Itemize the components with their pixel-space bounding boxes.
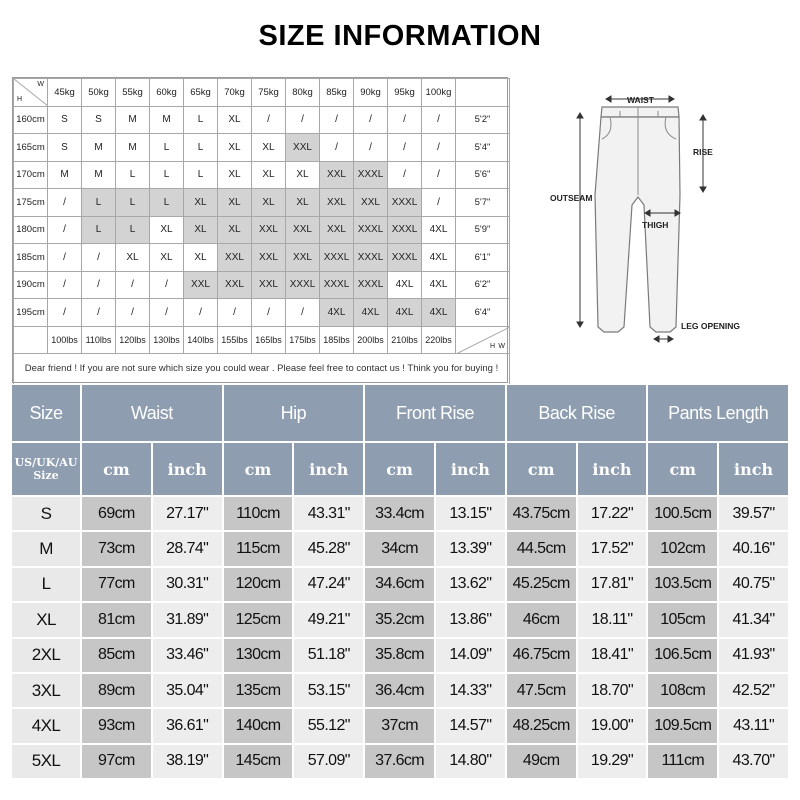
grid-size-cell: XL [184,189,218,217]
front-rise-header: Front Rise [365,385,505,441]
back-rise-header: Back Rise [507,385,647,441]
grid-size-cell: / [252,106,286,134]
grid-size-cell: XXXL [354,271,388,299]
grid-size-cell: / [422,106,456,134]
weight-kg-header: 90kg [354,79,388,107]
grid-size-cell: XL [184,216,218,244]
grid-size-cell: S [82,106,116,134]
unit-inch-header: inch [578,443,647,495]
measurement-cm-cell: 46.75cm [507,639,576,672]
unit-cm-header: cm [224,443,293,495]
grid-size-cell: XXXL [354,161,388,189]
size-header: Size [12,385,80,441]
measurement-cm-cell: 43.75cm [507,497,576,530]
unit-inch-header: inch [436,443,505,495]
measurement-inch-cell: 17.81" [578,568,647,601]
grid-size-cell: XL [116,244,150,272]
footer-height-label: H [489,343,495,350]
measurement-inch-cell: 14.57" [436,709,505,742]
grid-size-cell: XL [252,134,286,162]
size-table-unit-header [12,443,788,495]
grid-size-cell: XXL [252,216,286,244]
unit-inch-header: inch [294,443,363,495]
grid-size-cell: / [150,299,184,327]
measurement-inch-cell: 13.62" [436,568,505,601]
weight-lbs-footer: 185lbs [320,326,354,354]
measurement-inch-cell: 42.52" [719,674,788,707]
measurement-inch-cell: 36.61" [153,709,222,742]
measurement-cm-cell: 145cm [224,745,293,778]
measurement-inch-cell: 19.00" [578,709,647,742]
measurement-cm-cell: 109.5cm [648,709,717,742]
measurement-cm-cell: 120cm [224,568,293,601]
grid-size-cell: XXL [218,244,252,272]
measurement-inch-cell: 57.09" [294,745,363,778]
grid-size-cell: XL [218,134,252,162]
weight-lbs-footer: 110lbs [82,326,116,354]
grid-size-cell: XL [150,216,184,244]
height-cm-label: 190cm [14,271,48,299]
grid-size-cell: 4XL [354,299,388,327]
measurement-cm-cell: 125cm [224,603,293,636]
pants-measurement-diagram [510,77,788,383]
weight-kg-header: 80kg [286,79,320,107]
measurement-cm-cell: 110cm [224,497,293,530]
measurement-inch-cell: 13.86" [436,603,505,636]
measurement-inch-cell: 17.22" [578,497,647,530]
measurement-cm-cell: 85cm [82,639,151,672]
height-ft-label: 5'9" [456,216,510,244]
size-label: L [12,568,80,601]
measurement-cm-cell: 77cm [82,568,151,601]
grid-size-cell: M [82,161,116,189]
grid-size-cell: XL [252,161,286,189]
grid-size-cell: L [82,189,116,217]
grid-size-cell: XXL [286,134,320,162]
height-ft-label: 6'4" [456,299,510,327]
grid-size-cell: / [82,244,116,272]
measurement-cm-cell: 34cm [365,532,434,565]
measurement-inch-cell: 41.34" [719,603,788,636]
grid-size-cell: / [48,299,82,327]
measurement-inch-cell: 14.80" [436,745,505,778]
grid-size-cell: / [116,271,150,299]
unit-cm-header: cm [82,443,151,495]
measurement-inch-cell: 43.11" [719,709,788,742]
grid-size-cell: XL [218,189,252,217]
size-label: 4XL [12,709,80,742]
grid-size-cell: M [82,134,116,162]
measurement-cm-cell: 48.25cm [507,709,576,742]
grid-size-cell: XXL [218,271,252,299]
measurement-cm-cell: 135cm [224,674,293,707]
measurement-inch-cell: 30.31" [153,568,222,601]
measurement-inch-cell: 43.31" [294,497,363,530]
measurement-cm-cell: 69cm [82,497,151,530]
grid-row [14,106,510,134]
corner-weight-label: W [37,81,44,88]
grid-size-cell: / [388,106,422,134]
grid-size-cell: / [252,299,286,327]
thigh-label: THIGH [642,220,669,230]
grid-size-cell: L [150,189,184,217]
grid-row [14,244,510,272]
measurement-cm-cell: 140cm [224,709,293,742]
grid-size-cell: XXL [184,271,218,299]
grid-size-cell: XXXL [354,244,388,272]
measurement-inch-cell: 39.57" [719,497,788,530]
measurement-cm-cell: 103.5cm [648,568,717,601]
grid-size-cell: / [286,106,320,134]
grid-header-row [14,79,510,107]
weight-lbs-footer: 220lbs [422,326,456,354]
grid-row [14,216,510,244]
measurement-cm-cell: 93cm [82,709,151,742]
measurement-inch-cell: 47.24" [294,568,363,601]
grid-size-cell: L [116,216,150,244]
grid-size-cell: XXL [252,271,286,299]
grid-size-cell: / [48,244,82,272]
measurement-inch-cell: 14.33" [436,674,505,707]
measurement-inch-cell: 19.29" [578,745,647,778]
measurement-cm-cell: 111cm [648,745,717,778]
weight-lbs-footer: 175lbs [286,326,320,354]
grid-footer-blank [14,326,48,354]
grid-row [14,189,510,217]
grid-row [14,134,510,162]
measurement-cm-cell: 37cm [365,709,434,742]
grid-size-cell: XL [286,161,320,189]
grid-size-cell: S [48,134,82,162]
grid-size-cell: / [422,134,456,162]
corner-height-label: H [17,95,23,103]
footer-weight-label: W [498,343,505,350]
measurement-cm-cell: 47.5cm [507,674,576,707]
size-measurement-table [10,383,790,780]
unit-cm-header: cm [507,443,576,495]
height-ft-label: 5'7" [456,189,510,217]
grid-size-cell: XXXL [320,271,354,299]
grid-row [14,299,510,327]
grid-size-cell: L [184,134,218,162]
height-cm-label: 195cm [14,299,48,327]
grid-size-cell: XL [218,216,252,244]
size-row [12,497,788,530]
measurement-cm-cell: 49cm [507,745,576,778]
measurement-cm-cell: 97cm [82,745,151,778]
grid-size-cell: XXXL [388,244,422,272]
grid-corner [14,79,48,107]
grid-size-cell: / [150,271,184,299]
grid-size-cell: / [422,161,456,189]
weight-lbs-footer: 155lbs [218,326,252,354]
grid-size-cell: / [388,161,422,189]
measurement-cm-cell: 45.25cm [507,568,576,601]
weight-kg-header: 65kg [184,79,218,107]
measurement-inch-cell: 35.04" [153,674,222,707]
grid-size-cell: XXL [252,244,286,272]
grid-size-cell: XL [150,244,184,272]
grid-size-cell: / [82,271,116,299]
grid-size-cell: / [354,134,388,162]
grid-size-cell: / [286,299,320,327]
grid-size-cell: XXL [320,189,354,217]
measurement-inch-cell: 55.12" [294,709,363,742]
measurement-cm-cell: 115cm [224,532,293,565]
grid-size-cell: 4XL [388,271,422,299]
unit-cm-header: cm [365,443,434,495]
size-row [12,674,788,707]
measurement-inch-cell: 49.21" [294,603,363,636]
size-table-group-header [12,385,788,441]
size-row [12,745,788,778]
weight-kg-header: 70kg [218,79,252,107]
measurement-cm-cell: 130cm [224,639,293,672]
grid-size-cell: 4XL [388,299,422,327]
grid-size-cell: XL [252,189,286,217]
grid-size-cell: XXXL [388,189,422,217]
measurement-cm-cell: 35.2cm [365,603,434,636]
grid-size-cell: 4XL [422,271,456,299]
measurement-cm-cell: 36.4cm [365,674,434,707]
weight-kg-header: 85kg [320,79,354,107]
measurement-cm-cell: 108cm [648,674,717,707]
weight-lbs-footer: 200lbs [354,326,388,354]
size-label: 3XL [12,674,80,707]
height-ft-label: 6'1" [456,244,510,272]
size-row [12,568,788,601]
grid-size-cell: / [354,106,388,134]
measurement-inch-cell: 28.74" [153,532,222,565]
weight-kg-header: 55kg [116,79,150,107]
measurement-inch-cell: 43.70" [719,745,788,778]
grid-row [14,161,510,189]
measurement-inch-cell: 18.70" [578,674,647,707]
grid-size-cell: / [48,189,82,217]
grid-size-cell: / [218,299,252,327]
grid-size-cell: L [82,216,116,244]
grid-size-cell: / [320,106,354,134]
grid-size-cell: 4XL [422,299,456,327]
measurement-inch-cell: 18.11" [578,603,647,636]
size-label: S [12,497,80,530]
grid-size-cell: 4XL [422,244,456,272]
weight-kg-header: 75kg [252,79,286,107]
contact-note: Dear friend ! If you are not sure which size you could wear . Please feel free to contact us ! Think you for buying ! [14,354,510,384]
grid-size-cell: XXL [354,189,388,217]
measurement-cm-cell: 35.8cm [365,639,434,672]
grid-size-cell: M [150,106,184,134]
height-cm-label: 185cm [14,244,48,272]
grid-size-cell: L [116,161,150,189]
measurement-inch-cell: 41.93" [719,639,788,672]
unit-inch-header: inch [153,443,222,495]
pants-length-header: Pants Length [648,385,788,441]
unit-inch-header: inch [719,443,788,495]
measurement-inch-cell: 51.18" [294,639,363,672]
grid-footer-corner [456,326,510,354]
height-ft-label: 5'2" [456,106,510,134]
height-cm-label: 165cm [14,134,48,162]
measurement-inch-cell: 31.89" [153,603,222,636]
grid-lbs-row [14,326,510,354]
measurement-cm-cell: 81cm [82,603,151,636]
height-ft-label: 6'2" [456,271,510,299]
grid-size-cell: XXXL [320,244,354,272]
grid-header-blank [456,79,510,107]
grid-size-cell: XL [218,106,252,134]
grid-size-cell: 4XL [422,216,456,244]
grid-size-cell: XXL [286,216,320,244]
grid-size-cell: / [320,134,354,162]
size-label: M [12,532,80,565]
grid-size-cell: M [116,106,150,134]
grid-size-cell: XXXL [354,216,388,244]
weight-lbs-footer: 100lbs [48,326,82,354]
grid-size-cell: S [48,106,82,134]
weight-kg-header: 50kg [82,79,116,107]
measurement-cm-cell: 89cm [82,674,151,707]
weight-lbs-footer: 120lbs [116,326,150,354]
grid-size-cell: M [116,134,150,162]
grid-size-cell: M [48,161,82,189]
size-row [12,603,788,636]
height-cm-label: 175cm [14,189,48,217]
grid-size-cell: XXXL [286,271,320,299]
weight-kg-header: 95kg [388,79,422,107]
measurement-inch-cell: 13.15" [436,497,505,530]
grid-size-cell: XL [218,161,252,189]
measurement-inch-cell: 38.19" [153,745,222,778]
height-ft-label: 5'6" [456,161,510,189]
measurement-cm-cell: 46cm [507,603,576,636]
grid-size-cell: XXL [286,244,320,272]
leg-opening-label: LEG OPENING [681,321,741,331]
height-cm-label: 160cm [14,106,48,134]
measurement-inch-cell: 53.15" [294,674,363,707]
measurement-inch-cell: 17.52" [578,532,647,565]
measurement-inch-cell: 18.41" [578,639,647,672]
measurement-cm-cell: 102cm [648,532,717,565]
grid-size-cell: L [150,134,184,162]
weight-lbs-footer: 210lbs [388,326,422,354]
measurement-inch-cell: 33.46" [153,639,222,672]
size-row [12,709,788,742]
size-label: 2XL [12,639,80,672]
pants-illustration [510,77,788,383]
size-row [12,639,788,672]
grid-size-cell: 4XL [320,299,354,327]
measurement-cm-cell: 33.4cm [365,497,434,530]
grid-size-cell: XXXL [388,216,422,244]
measurement-cm-cell: 100.5cm [648,497,717,530]
weight-kg-header: 60kg [150,79,184,107]
size-row [12,532,788,565]
weight-lbs-footer: 165lbs [252,326,286,354]
grid-size-cell: XXL [320,161,354,189]
weight-kg-header: 100kg [422,79,456,107]
waist-label: WAIST [627,95,654,105]
grid-size-cell: L [184,161,218,189]
size-label: 5XL [12,745,80,778]
measurement-cm-cell: 44.5cm [507,532,576,565]
rise-label: RISE [693,147,713,157]
grid-size-cell: XL [286,189,320,217]
grid-size-cell: / [388,134,422,162]
grid-size-cell: L [184,106,218,134]
weight-lbs-footer: 130lbs [150,326,184,354]
height-cm-label: 170cm [14,161,48,189]
grid-size-cell: / [48,216,82,244]
waist-header: Waist [82,385,222,441]
size-region-caption: US/UK/AU Size [12,443,80,495]
unit-cm-header: cm [648,443,717,495]
measurement-inch-cell: 45.28" [294,532,363,565]
grid-note-row [14,354,510,384]
height-ft-label: 5'4" [456,134,510,162]
grid-size-cell: / [116,299,150,327]
grid-size-cell: / [48,271,82,299]
grid-row [14,271,510,299]
grid-size-cell: L [150,161,184,189]
outseam-label: OUTSEAM [550,193,593,203]
grid-size-cell: / [82,299,116,327]
measurement-cm-cell: 106.5cm [648,639,717,672]
measurement-inch-cell: 40.16" [719,532,788,565]
height-weight-size-chart [12,77,508,383]
measurement-cm-cell: 34.6cm [365,568,434,601]
weight-lbs-footer: 140lbs [184,326,218,354]
grid-size-cell: / [422,189,456,217]
measurement-inch-cell: 13.39" [436,532,505,565]
measurement-inch-cell: 27.17" [153,497,222,530]
measurement-cm-cell: 105cm [648,603,717,636]
measurement-cm-cell: 37.6cm [365,745,434,778]
height-cm-label: 180cm [14,216,48,244]
page-title: SIZE INFORMATION [258,20,542,52]
hip-header: Hip [224,385,364,441]
measurement-cm-cell: 73cm [82,532,151,565]
weight-kg-header: 45kg [48,79,82,107]
measurement-inch-cell: 40.75" [719,568,788,601]
grid-size-cell: XL [184,244,218,272]
grid-size-cell: XXL [320,216,354,244]
measurement-inch-cell: 14.09" [436,639,505,672]
grid-size-cell: / [184,299,218,327]
grid-size-cell: L [116,189,150,217]
size-label: XL [12,603,80,636]
height-weight-grid [13,78,510,384]
